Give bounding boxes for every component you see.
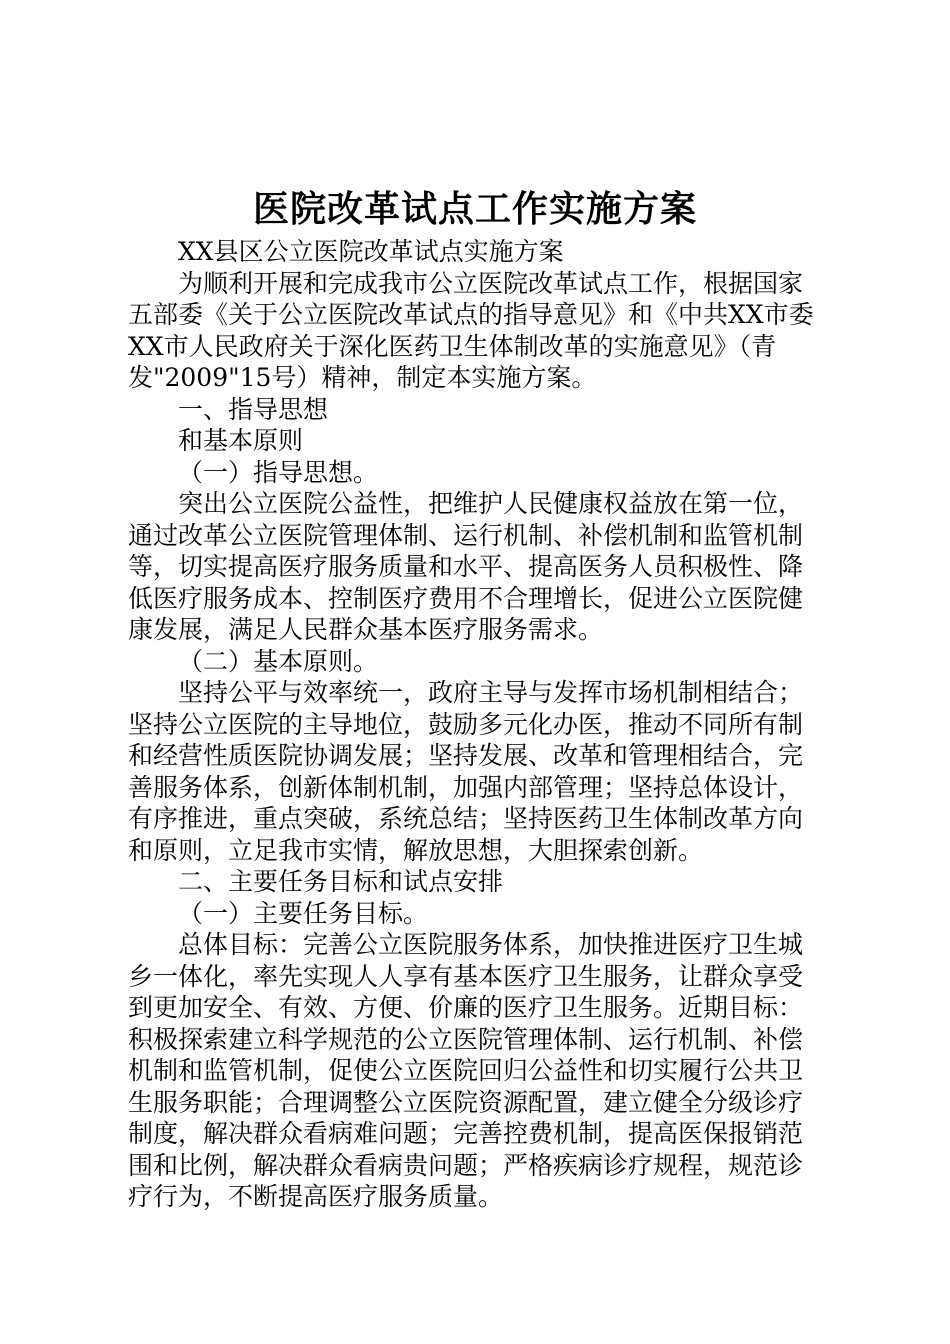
text-line: 到更加安全、有效、方便、价廉的医疗卫生服务。近期目标： (128, 993, 804, 1022)
text-line: 通过改革公立医院管理体制、运行机制、补偿机制和监管机制 (128, 520, 804, 550)
document-body (128, 236, 830, 1213)
text-line: XX市人民政府关于深化医药卫生体制改革的实施意见》（青 (128, 331, 777, 361)
text-line: 有序推进，重点突破，系统总结；坚持医药卫生体制改革方向 (128, 804, 804, 833)
text-line: （一）主要任务目标。 (178, 898, 429, 928)
text-line: 坚持公立医院的主导地位，鼓励多元化办医，推动不同所有制 (128, 709, 804, 739)
text-line: 围和比例，解决群众看病贵问题；严格疾病诊疗规程，规范诊 (128, 1150, 804, 1180)
text-line: （一）指导思想。 (178, 457, 379, 487)
text-line: 低医疗服务成本、控制医疗费用不合理增长，促进公立医院健 (128, 583, 804, 613)
text-line: 发"2009"15号）精神，制定本实施方案。 (128, 363, 597, 392)
document-title: 医院改革试点工作实施方案 (252, 188, 697, 230)
text-line: 康发展，满足人民群众基本医疗服务需求。 (128, 615, 604, 644)
text-line: 二、主要任务目标和试点安排 (178, 867, 504, 896)
text-line: 乡一体化，率先实现人人享有基本医疗卫生服务，让群众享受 (128, 961, 804, 991)
text-line: （二）基本原则。 (178, 646, 379, 676)
text-line: 为顺利开展和完成我市公立医院改革试点工作，根据国家 (178, 268, 804, 298)
text-line: 总体目标：完善公立医院服务体系，加快推进医疗卫生城 (178, 930, 804, 959)
text-line: 和基本原则 (178, 426, 304, 455)
text-line: 积极探索建立科学规范的公立医院管理体制、运行机制、补偿 (128, 1024, 804, 1054)
text-line: 生服务职能；合理调整公立医院资源配置，建立健全分级诊疗 (128, 1087, 804, 1117)
text-line: 和原则，立足我市实情，解放思想，大胆探索创新。 (128, 835, 704, 865)
text-line: 五部委《关于公立医院改革试点的指导意见》和《中共XX市委 (128, 300, 814, 329)
text-line: 疗行为，不断提高医疗服务质量。 (128, 1182, 504, 1211)
text-line: 坚持公平与效率统一，政府主导与发挥市场机制相结合； (178, 678, 804, 707)
text-line: 和经营性质医院协调发展；坚持发展、改革和管理相结合，完 (128, 741, 804, 770)
text-line: 机制和监管机制，促使公立医院回归公益性和切实履行公共卫 (128, 1056, 804, 1085)
text-line: 一、指导思想 (178, 394, 329, 424)
text-line: 等，切实提高医疗服务质量和水平、提高医务人员积极性、降 (128, 552, 804, 581)
text-line: 善服务体系，创新体制机制，加强内部管理；坚持总体设计， (128, 772, 804, 802)
text-line: 突出公立医院公益性，把维护人民健康权益放在第一位， (178, 489, 804, 518)
text-line: XX县区公立医院改革试点实施方案 (178, 237, 564, 266)
text-line: 制度，解决群众看病难问题；完善控费机制，提高医保报销范 (128, 1119, 804, 1148)
